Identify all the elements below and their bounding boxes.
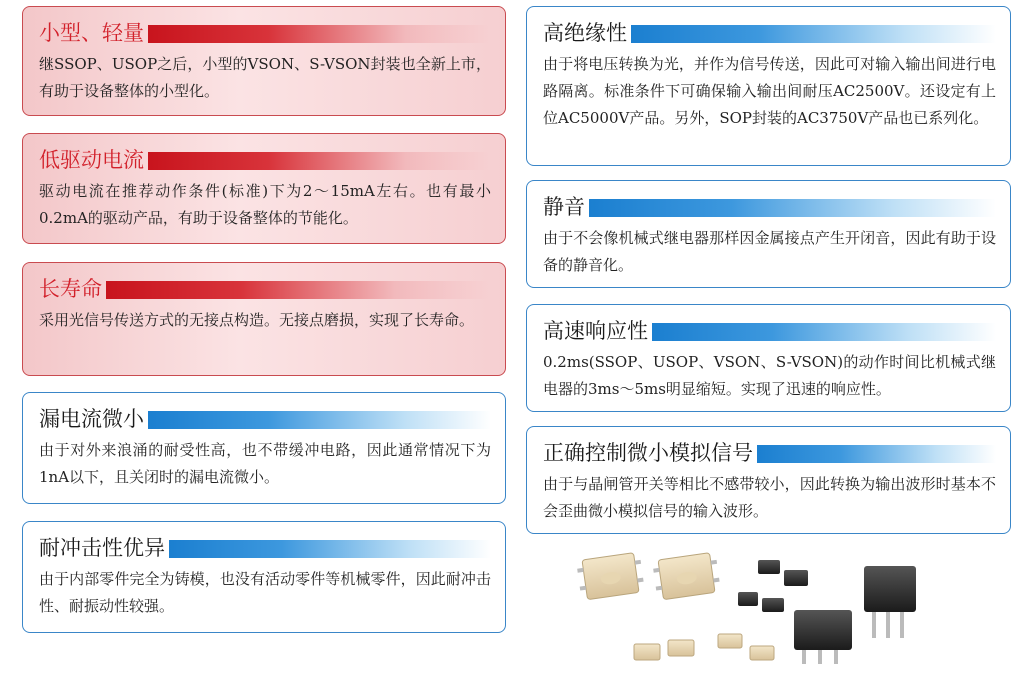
feature-card-low-drive — [22, 133, 506, 244]
beige-relay-package — [576, 552, 645, 601]
heading-gradient-bar — [589, 199, 996, 217]
heading-gradient-bar — [148, 152, 491, 170]
feature-text-compact: 继SSOP、USOP之后，小型的VSON、S-VSON封装也全新上市，有助于设备整体的小型化。 — [39, 55, 491, 100]
heading-gradient-bar — [169, 540, 491, 558]
feature-card-shock — [22, 521, 506, 633]
feature-title-low-drive: 低驱动电流 — [39, 148, 144, 172]
feature-title-shock: 耐冲击性优异 — [39, 536, 165, 560]
feature-heading — [39, 275, 491, 303]
feature-heading — [543, 193, 996, 221]
beige-relay-package — [652, 552, 721, 601]
heading-gradient-bar — [757, 445, 996, 463]
feature-title-silent: 静音 — [543, 195, 585, 219]
feature-title-long-life: 长寿命 — [39, 277, 102, 301]
feature-card-compact — [22, 6, 506, 116]
dark-dip-relay — [864, 566, 916, 638]
feature-heading — [543, 439, 996, 467]
feature-title-analog: 正确控制微小模拟信号 — [543, 441, 753, 465]
feature-card-silent — [526, 180, 1011, 288]
feature-card-fast — [526, 304, 1011, 412]
feature-title-fast: 高速响应性 — [543, 319, 648, 343]
small-beige-package — [634, 634, 774, 660]
feature-title-compact: 小型、轻量 — [39, 21, 144, 45]
feature-heading — [543, 19, 996, 47]
feature-text-long-life: 采用光信号传送方式的无接点构造。无接点磨损，实现了长寿命。 — [39, 311, 475, 329]
feature-title-insulation: 高绝缘性 — [543, 21, 627, 45]
dark-dip-relay — [794, 610, 852, 664]
heading-gradient-bar — [148, 411, 491, 429]
product-photo — [572, 548, 932, 676]
feature-text-fast: 0.2ms(SSOP、USOP、VSON、S-VSON)的动作时间比机械式继电器的3ms～5ms明显缩短。实现了迅速的响应性。 — [543, 353, 996, 398]
feature-heading — [39, 405, 491, 433]
feature-text-low-drive: 驱动电流在推荐动作条件(标准)下为2～15mA左右。也有最小0.2mA的驱动产品，有助于设备整体的节能化。 — [39, 182, 491, 227]
feature-text-insulation: 由于将电压转换为光，并作为信号传送，因此可对输入输出间进行电路隔离。标准条件下可确保输入输出间耐压AC2500V。还设定有上位AC5000V产品。另外，SOP封装的AC3750V产品也已系列化。 — [543, 55, 996, 127]
feature-title-leakage: 漏电流微小 — [39, 407, 144, 431]
heading-gradient-bar — [106, 281, 491, 299]
feature-heading — [39, 146, 491, 174]
feature-heading — [543, 317, 996, 345]
small-dark-package — [738, 560, 808, 612]
feature-text-analog: 由于与晶闸管开关等相比不感带较小，因此转换为输出波形时基本不会歪曲微小模拟信号的输入波形。 — [543, 475, 996, 520]
heading-gradient-bar — [148, 25, 491, 43]
feature-text-leakage: 由于对外来浪涌的耐受性高，也不带缓冲电路，因此通常情况下为1nA以下，且关闭时的漏电流微小。 — [39, 441, 491, 486]
feature-text-shock: 由于内部零件完全为铸模，也没有活动零件等机械零件，因此耐冲击性、耐振动性较强。 — [39, 570, 491, 615]
feature-heading — [39, 19, 491, 47]
heading-gradient-bar — [652, 323, 996, 341]
feature-text-silent: 由于不会像机械式继电器那样因金属接点产生开闭音，因此有助于设备的静音化。 — [543, 229, 996, 274]
feature-card-leakage — [22, 392, 506, 504]
feature-card-long-life — [22, 262, 506, 376]
feature-card-insulation — [526, 6, 1011, 166]
heading-gradient-bar — [631, 25, 996, 43]
feature-heading — [39, 534, 491, 562]
feature-card-analog — [526, 426, 1011, 534]
